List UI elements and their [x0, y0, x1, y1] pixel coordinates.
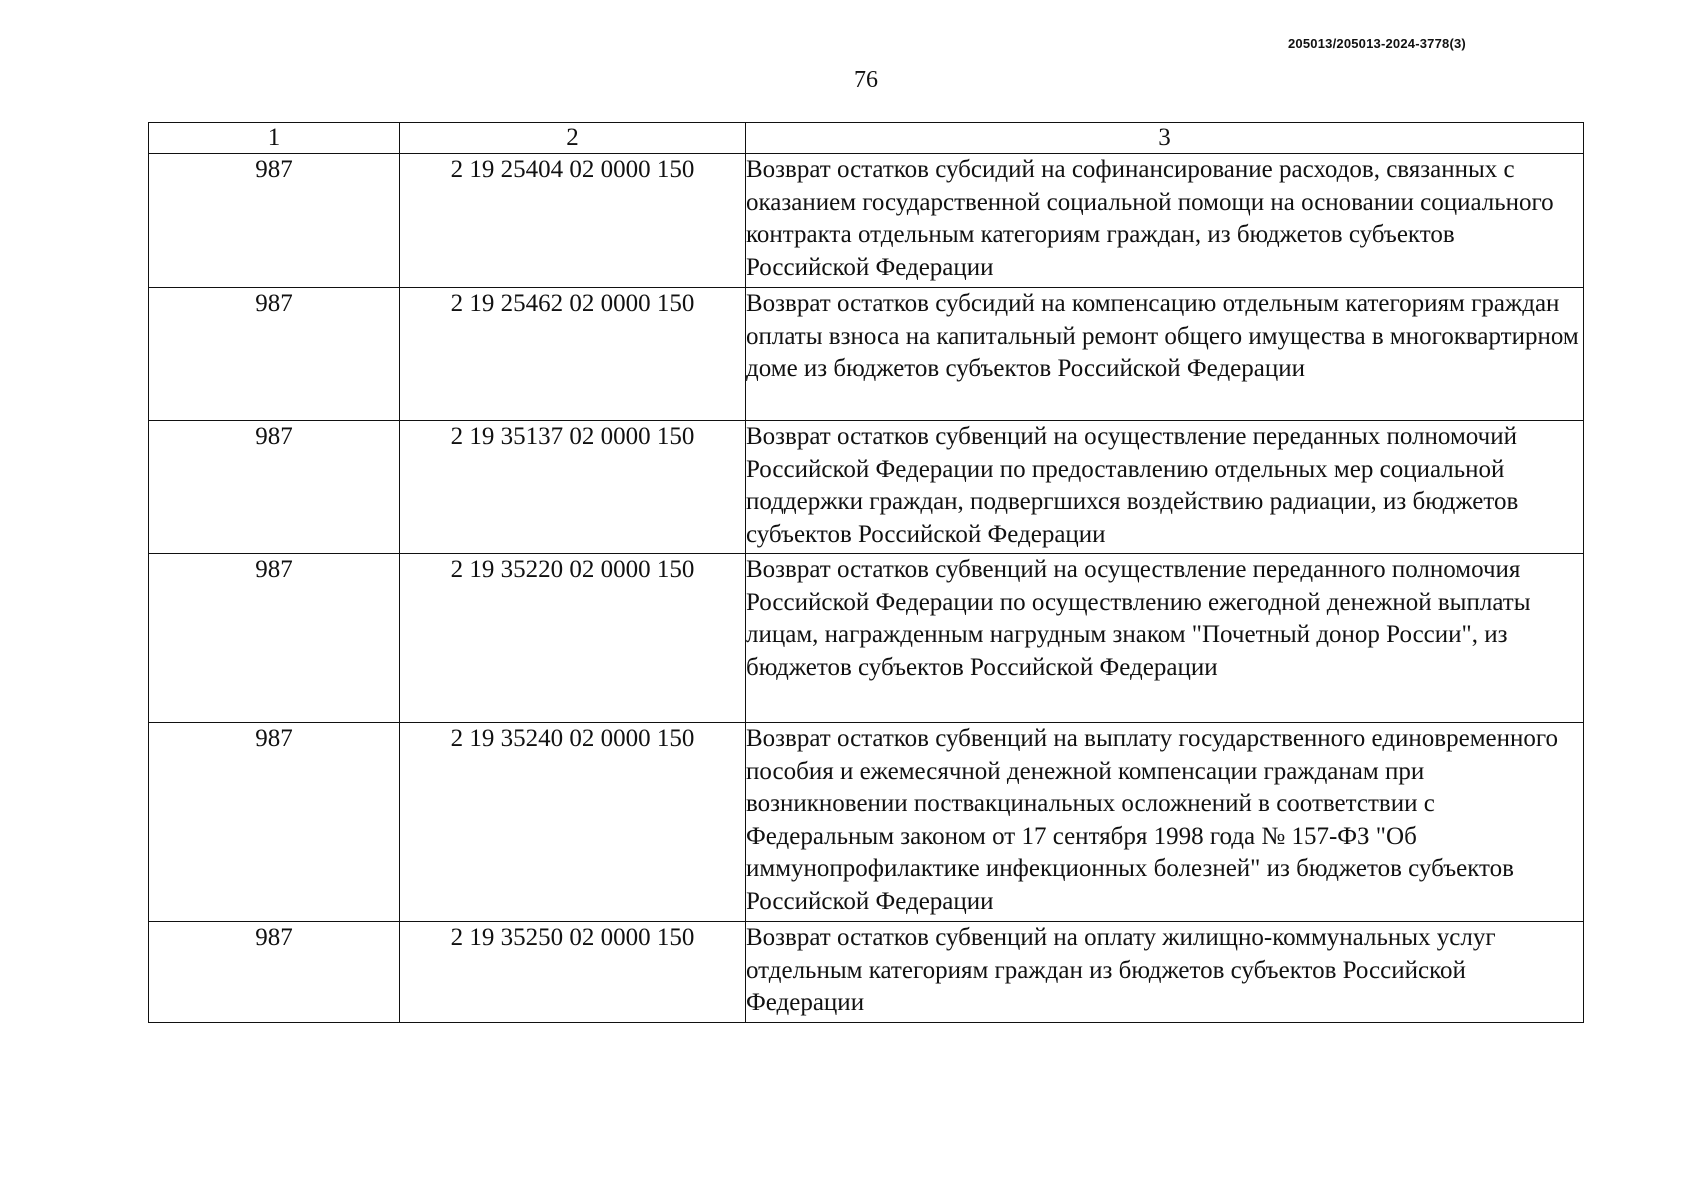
- budget-code-cell: 2 19 35250 02 0000 150: [400, 922, 746, 1023]
- budget-codes-table: [148, 122, 1584, 1023]
- budget-code-cell: 2 19 35220 02 0000 150: [400, 554, 746, 723]
- column-header-3: 3: [746, 123, 1584, 154]
- document-id: 205013/205013-2024-3778(3): [1288, 36, 1466, 51]
- table-row: [149, 922, 1584, 1023]
- admin-code-cell: 987: [149, 723, 400, 922]
- admin-code-cell: 987: [149, 154, 400, 288]
- page-number: 76: [854, 67, 878, 93]
- admin-code-cell: 987: [149, 554, 400, 723]
- budget-code-cell: 2 19 25462 02 0000 150: [400, 288, 746, 421]
- table-header-row: [149, 123, 1584, 154]
- description-cell: Возврат остатков субсидий на компенсацию отдельным категориям граждан оплаты взноса на капитальный ремонт общего имущества в многоквартирном доме из бюджетов субъектов Российской Федерации: [746, 288, 1584, 421]
- column-header-2: 2: [400, 123, 746, 154]
- admin-code-cell: 987: [149, 922, 400, 1023]
- description-cell: Возврат остатков субвенций на выплату государственного единовременного пособия и ежемесячной денежной компенсации гражданам при возникновении поствакцинальных осложнений в соответствии с Федеральным законом от 17 сентября 1998 года № 157-ФЗ "Об иммунопрофилактике инфекционных болезней" из бюджетов субъектов Российской Федерации: [746, 723, 1584, 922]
- table-row: [149, 421, 1584, 554]
- admin-code-cell: 987: [149, 288, 400, 421]
- table-row: [149, 288, 1584, 421]
- budget-code-cell: 2 19 35240 02 0000 150: [400, 723, 746, 922]
- budget-code-cell: 2 19 35137 02 0000 150: [400, 421, 746, 554]
- description-cell: Возврат остатков субвенций на осуществление переданного полномочия Российской Федерации по осуществлению ежегодной денежной выплаты лицам, награжденным нагрудным знаком "Почетный донор России", из бюджетов субъектов Российской Федерации: [746, 554, 1584, 723]
- description-cell: Возврат остатков субвенций на оплату жилищно-коммунальных услуг отдельным категориям граждан из бюджетов субъектов Российской Федерации: [746, 922, 1584, 1023]
- description-cell: Возврат остатков субвенций на осуществление переданных полномочий Российской Федерации по предоставлению отдельных мер социальной поддержки граждан, подвергшихся воздействию радиации, из бюджетов субъектов Российской Федерации: [746, 421, 1584, 554]
- admin-code-cell: 987: [149, 421, 400, 554]
- budget-code-cell: 2 19 25404 02 0000 150: [400, 154, 746, 288]
- table-row: [149, 554, 1584, 723]
- description-cell: Возврат остатков субсидий на софинансирование расходов, связанных с оказанием государственной социальной помощи на основании социального контракта отдельным категориям граждан, из бюджетов субъектов Российской Федерации: [746, 154, 1584, 288]
- column-header-1: 1: [149, 123, 400, 154]
- table-row: [149, 154, 1584, 288]
- table-row: [149, 723, 1584, 922]
